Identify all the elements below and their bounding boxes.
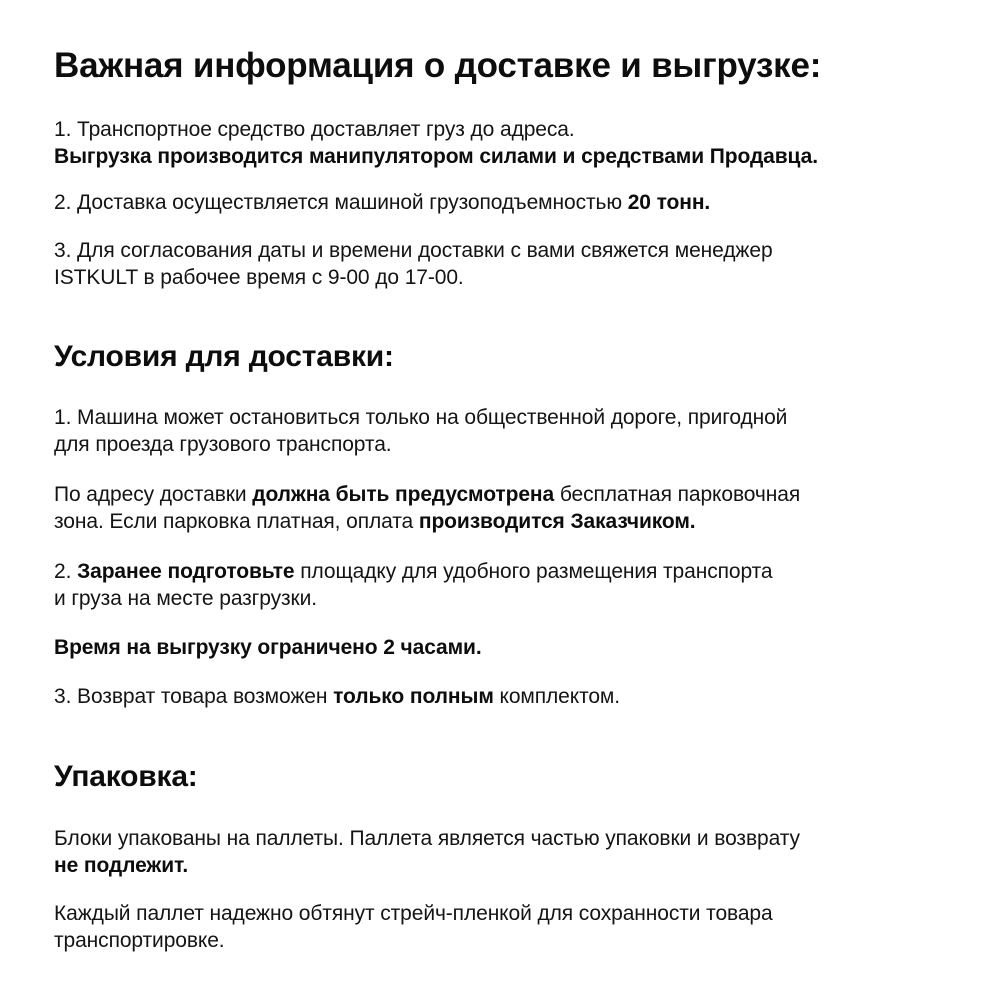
- text-run: Блоки упакованы на паллеты. Паллета является частью упаковки и возврату: [54, 827, 800, 850]
- line: [54, 558, 772, 585]
- text-run: бесплатная парковочная: [554, 483, 801, 506]
- text-run: и груза на месте разгрузки.: [54, 587, 317, 610]
- text-run: 3. Для согласования даты и времени доставки с вами свяжется менеджер: [54, 239, 773, 262]
- line: [54, 508, 800, 535]
- bold-text-run: только полным: [333, 685, 494, 708]
- line: [54, 825, 800, 852]
- paragraph-truck-capacity: [54, 189, 710, 216]
- paragraph-public-road: [54, 404, 787, 458]
- text-run: комплектом.: [493, 685, 621, 708]
- text-run: Каждый паллет надежно обтянут стрейч-пленкой для сохранности товара: [54, 902, 773, 925]
- paragraph-manager-contact: [54, 237, 773, 291]
- paragraph-stretch-film: [54, 900, 773, 954]
- bold-text-run: Выгрузка производится манипулятором силами и средствами Продавца.: [54, 145, 818, 168]
- line: [54, 927, 773, 954]
- text-run: зона. Если парковка платная, оплата: [54, 510, 419, 533]
- line: [54, 143, 818, 170]
- paragraph-prepare-site: [54, 558, 772, 612]
- section-heading-delivery-conditions: Условия для доставки:: [54, 340, 394, 373]
- line: [54, 852, 800, 879]
- text-run: 1. Машина может остановиться только на общественной дороге, пригодной: [54, 406, 788, 429]
- line: [54, 264, 773, 291]
- section-heading-packaging: Упаковка:: [54, 760, 198, 793]
- bold-text-run: Время на выгрузку ограничено 2 часами.: [54, 636, 482, 659]
- text-run: 3. Возврат товара возможен: [54, 685, 334, 708]
- line: [54, 237, 773, 264]
- paragraph-transport-delivers: [54, 116, 818, 170]
- text-run: По адресу доставки: [54, 483, 253, 506]
- text-run: площадку для удобного размещения транспорта: [294, 560, 773, 583]
- bold-text-run: не подлежит.: [54, 854, 189, 877]
- line: [54, 116, 818, 143]
- text-run: для проезда грузового транспорта.: [54, 433, 392, 456]
- line: [54, 900, 773, 927]
- text-run: ISTKULT в рабочее время с 9-00 до 17-00.: [54, 266, 464, 289]
- paragraph-return-policy: [54, 683, 620, 710]
- paragraph-unloading-time-limit: [54, 634, 482, 661]
- line: [54, 683, 620, 710]
- text-run: транспортировке.: [54, 929, 225, 952]
- bold-text-run: Заранее подготовьте: [77, 560, 295, 583]
- bold-text-run: производится Заказчиком.: [418, 510, 696, 533]
- line: [54, 404, 787, 431]
- bold-text-run: должна быть предусмотрена: [252, 483, 555, 506]
- line: [54, 634, 482, 661]
- paragraph-parking-zone: [54, 481, 800, 535]
- text-run: 1. Транспортное средство доставляет груз до адреса.: [54, 118, 575, 141]
- line: [54, 189, 710, 216]
- section-heading-delivery-unloading: Важная информация о доставке и выгрузке:: [54, 46, 822, 85]
- paragraph-pallets: [54, 825, 800, 879]
- line: [54, 431, 787, 458]
- text-run: 2.: [54, 560, 78, 583]
- line: [54, 481, 800, 508]
- bold-text-run: 20 тонн.: [627, 191, 711, 214]
- line: [54, 585, 772, 612]
- text-run: 2. Доставка осуществляется машиной грузоподъемностью: [54, 191, 628, 214]
